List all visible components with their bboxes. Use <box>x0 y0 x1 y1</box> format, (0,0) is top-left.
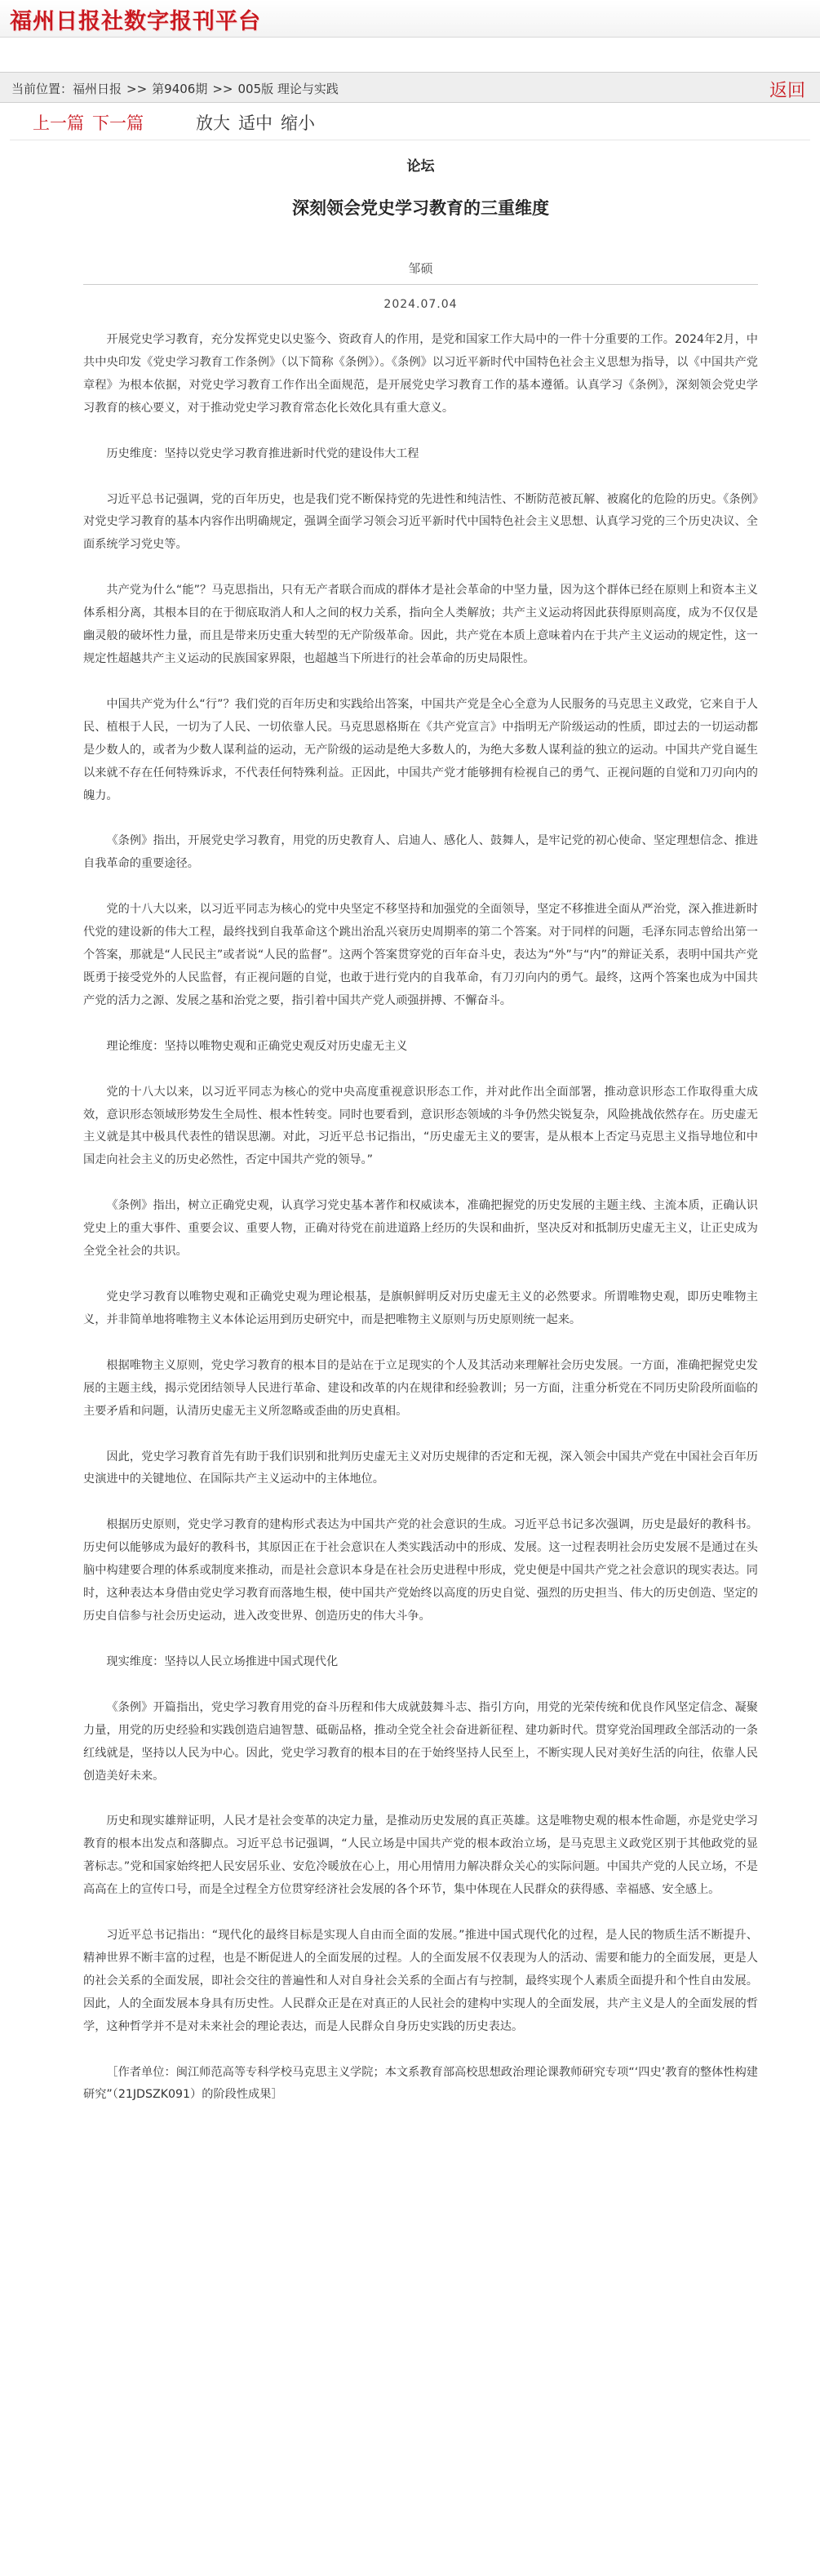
article-paragraph: 《条例》指出，开展党史学习教育，用党的历史教育人、启迪人、感化人、鼓舞人，是牢记党的初心使命、坚定理想信念、推进自我革命的重要途径。 <box>83 834 758 871</box>
breadcrumb-item-issue[interactable]: 第9406期 <box>152 82 208 96</box>
article-paragraph: 《条例》开篇指出，党史学习教育用党的奋斗历程和伟大成就鼓舞斗志、指引方向，用党的光荣传统和优良作风坚定信念、凝聚力量，用党的历史经验和实践创造启迪智慧、砥砺品格，推动全党全社会奋进新征程、建功新时代。贯穿党治国理政全部活动的一条红线就是，坚持以人民为中心。因此，党史学习教育的根本目的在于始终坚持人民至上，不断实现人民对美好生活的向往，依靠人民创造美好未来。 <box>83 1700 758 1783</box>
zoom-out-button[interactable]: 缩小 <box>281 113 315 133</box>
article-kicker: 论坛 <box>406 158 435 175</box>
article-author: 邹硕 <box>408 261 433 276</box>
breadcrumb-prefix: 当前位置： <box>11 82 73 96</box>
breadcrumb-bar <box>0 72 820 103</box>
article-paragraph: 党的十八大以来，以习近平同志为核心的党中央坚定不移坚持和加强党的全面领导，坚定不移推进全面从严治党，深入推进新时代党的建设新的伟大工程，最终找到自我革命这个跳出治乱兴衰历史周期率的第二个答案。对于同样的问题，毛泽东同志曾给出第一个答案，那就是“人民民主”或者说“人民的监督”。这两个答案贯穿党的百年奋斗史，表达为“外”与“内”的辩证关系，表明中国共产党既勇于接受党外的人民监督，有正视问题的自觉，也敢于进行党内的自我革命，有刀刃向内的勇气。最终，这两个答案也成为中国共产党的活力之源、发展之基和治党之要，指引着中国共产党人顽强拼搏、不懈奋斗。 <box>83 903 758 1007</box>
article-nav <box>33 110 152 135</box>
breadcrumb-item-paper[interactable]: 福州日报 <box>73 82 122 96</box>
article-toolbar <box>10 103 810 140</box>
article <box>0 157 820 2107</box>
next-article-link[interactable]: 下一篇 <box>92 113 144 133</box>
section-heading: 现实维度：坚持以人民立场推进中国式现代化 <box>106 1654 339 1668</box>
article-paragraph: 根据历史原则，党史学习教育的建构形式表达为中国共产党的社会意识的生成。习近平总书记多次强调，历史是最好的教科书。历史何以能够成为最好的教科书，其原因正在于社会意识在人类实践活动中的形成、发展。这一过程表明社会历史发展不是通过在头脑中构建要合理的体系或制度来推动，而是社会意识本身是在社会历史进程中形成，党史便是中国共产党之社会意识的现实表达。同时，这种表达本身借由党史学习教育而落地生根，使中国共产党始终以高度的历史自觉、强烈的历史担当、伟大的历史创造、坚定的历史自信参与社会历史运动，进入改变世界、创造历史的伟大斗争。 <box>83 1518 758 1623</box>
zoom-controls <box>196 110 323 135</box>
article-paragraph: 习近平总书记指出：“现代化的最终目标是实现人自由而全面的发展。”推进中国式现代化的过程，是人民的物质生活不断提升、精神世界不断丰富的过程，也是不断促进人的全面发展的过程。人的全面发展不仅表现为人的活动、需要和能力的全面发展，更是人的社会关系的全面发展，即社会交往的普遍性和人对自身社会关系的全面占有与控制，最终实现个人素质全面提升和个性自由发展。因此，人的全面发展本身具有历史性。人民群众正是在对真正的人民社会的建构中实现人的全面发展，共产主义是人的全面发展的哲学，这种哲学并不是对未来社会的理论表达，而是人民群众自身历史实践的历史表达。 <box>83 1929 758 2033</box>
article-paragraph: 党的十八大以来，以习近平同志为核心的党中央高度重视意识形态工作，并对此作出全面部署，推动意识形态工作取得重大成效，意识形态领域形势发生全局性、根本性转变。同时也要看到，意识形态领域的斗争仍然尖锐复杂，风险挑战依然存在。历史虚无主义就是其中极具代表性的错误思潮。对此，习近平总书记指出，“历史虚无主义的要害，是从根本上否定马克思主义指导地位和中国走向社会主义的历史必然性，否定中国共产党的领导。” <box>83 1085 758 1167</box>
author-footnote: ［作者单位：闽江师范高等专科学校马克思主义学院；本文系教育部高校思想政治理论课教师研究专项“‘四史’教育的整体性构建研究”（21JDSZK091）的阶段性成果］ <box>83 2065 758 2102</box>
section-heading: 理论维度：坚持以唯物史观和正确党史观反对历史虚无主义 <box>106 1039 408 1053</box>
prev-article-link[interactable]: 上一篇 <box>33 113 84 133</box>
breadcrumb <box>11 80 339 97</box>
article-date: 2024.07.04 <box>383 298 458 311</box>
article-paragraph: 历史和现实雄辩证明，人民才是社会变革的决定力量，是推动历史发展的真正英雄。这是唯物史观的根本性命题，亦是党史学习教育的根本出发点和落脚点。习近平总书记强调，“人民立场是中国共产党的根本政治立场，是马克思主义政党区别于其他政党的显著标志。”党和国家始终把人民安居乐业、安危冷暖放在心上，用心用情用力解决群众关心的实际问题。中国共产党的人民立场，不是高高在上的宣传口号，而是全过程全方位贯穿经济社会发展的各个环节，集中体现在人民群众的获得感、幸福感、安全感上。 <box>83 1814 758 1897</box>
article-paragraph: 党史学习教育以唯物史观和正确党史观为理论根基，是旗帜鲜明反对历史虚无主义的必然要求。所谓唯物史观，即历史唯物主义，并非简单地将唯物主义本体论运用到历史研究中，而是把唯物主义原则与历史原则统一起来。 <box>83 1290 758 1326</box>
article-paragraph: 开展党史学习教育，充分发挥党史以史鉴今、资政育人的作用，是党和国家工作大局中的一件十分重要的工作。2024年2月，中共中央印发《党史学习教育工作条例》（以下简称《条例》）。《条例》以习近平新时代中国特色社会主义思想为指导，以《中国共产党章程》为根本依据，对党史学习教育工作作出全面规范，是开展党史学习教育工作的基本遵循。认真学习《条例》，深刻领会党史学习教育的核心要义，对于推动党史学习教育常态化长效化具有重大意义。 <box>83 333 758 415</box>
breadcrumb-separator: >> <box>126 82 148 96</box>
article-title: 深刻领会党史学习教育的三重维度 <box>292 198 549 218</box>
article-paragraph: 因此，党史学习教育首先有助于我们识别和批判历史虚无主义对历史规律的否定和无视，深入领会中国共产党在中国社会百年历史演进中的关键地位、在国际共产主义运动中的主体地位。 <box>83 1450 758 1486</box>
article-body <box>83 329 758 2107</box>
breadcrumb-separator: >> <box>212 82 233 96</box>
article-paragraph: 中国共产党为什么“行”？我们党的百年历史和实践给出答案，中国共产党是全心全意为人民服务的马克思主义政党，它来自于人民、植根于人民，一切为了人民、一切依靠人民。马克思恩格斯在《共产党宣言》中指明无产阶级运动的性质，即过去的一切运动都是少数人的，或者为少数人谋利益的运动，无产阶级的运动是绝大多数人的，为绝大多数人谋利益的独立的运动。中国共产党自诞生以来就不存在任何特殊诉求，不代表任何特殊利益。正因此，中国共产党才能够拥有检视自己的勇气、正视问题的自觉和刀刃向内的魄力。 <box>83 697 758 802</box>
article-paragraph: 共产党为什么“能”？马克思指出，只有无产者联合而成的群体才是社会革命的中坚力量，因为这个群体已经在原则上和资本主义体系相分离，其根本目的在于彻底取消人和人之间的权力关系，指向全人类解放；共产主义运动将因此获得原则高度，成为不仅仅是幽灵般的破坏性力量，而且是带来历史重大转型的无产阶级革命。因此，共产党在本质上意味着内在于共产主义运动的规定性，这一规定性超越共产主义运动的民族国家界限，也超越当下所进行的社会革命的历史局限性。 <box>83 584 758 665</box>
site-logo[interactable]: 福州日报社数字报刊平台 <box>10 9 261 34</box>
header-spacer <box>0 38 820 72</box>
section-heading: 历史维度：坚持以党史学习教育推进新时代党的建设伟大工程 <box>106 446 419 460</box>
article-paragraph: 《条例》指出，树立正确党史观，认真学习党史基本著作和权威读本，准确把握党的历史发展的主题主线、主流本质，正确认识党史上的重大事件、重要会议、重要人物，正确对待党在前进道路上经历的失误和曲折，坚决反对和抵制历史虚无主义，让正史成为全党全社会的共识。 <box>83 1199 758 1259</box>
breadcrumb-item-page[interactable]: 005版 理论与实践 <box>237 82 339 96</box>
article-paragraph: 根据唯物主义原则，党史学习教育的根本目的是站在于立足现实的个人及其活动来理解社会历史发展。一方面，准确把握党史发展的主题主线，揭示党团结领导人民进行革命、建设和改革的内在规律和经验教训；另一方面，注重分析党在不同历史阶段所面临的主要矛盾和问题，认清历史虚无主义所忽略或歪曲的历史真相。 <box>83 1358 758 1418</box>
back-button[interactable]: 返回 <box>769 81 805 101</box>
article-paragraph: 习近平总书记强调，党的百年历史，也是我们党不断保持党的先进性和纯洁性、不断防范被瓦解、被腐化的危险的历史。《条例》对党史学习教育的基本内容作出明确规定，强调全面学习领会习近平新时代中国特色社会主义思想、认真学习党的三个历史决议、全面系统学习党史等。 <box>83 492 758 552</box>
zoom-in-button[interactable]: 放大 <box>196 113 230 133</box>
divider <box>83 284 758 285</box>
site-header <box>0 0 820 38</box>
zoom-fit-button[interactable]: 适中 <box>238 113 273 133</box>
